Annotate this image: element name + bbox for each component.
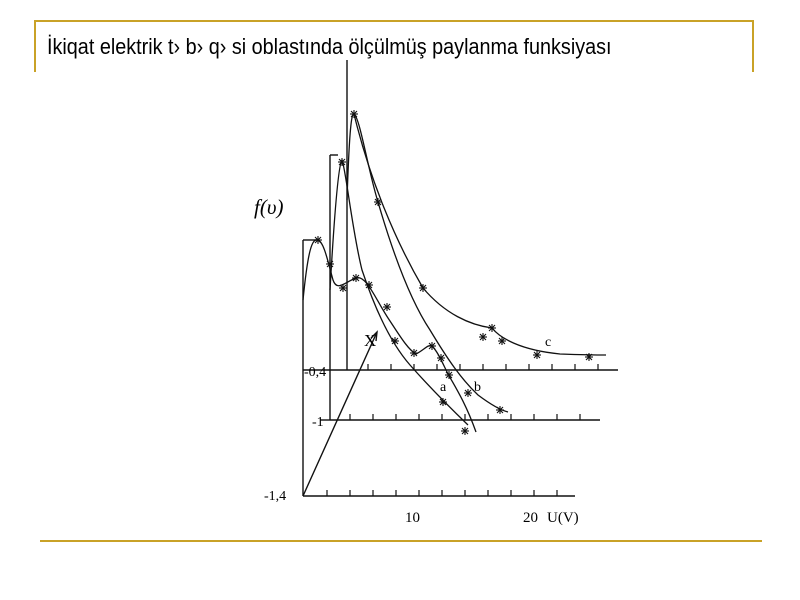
curve-label-b: b <box>474 380 481 395</box>
tick-label-10: 10 <box>405 510 420 526</box>
x-axis-label: U(V) <box>547 510 579 526</box>
data-point-marker <box>496 406 504 414</box>
baseline-label-top: -0,4 <box>304 365 327 380</box>
data-point-marker <box>445 371 453 379</box>
data-point-marker <box>391 337 399 345</box>
y-axis-label: f(υ) <box>254 195 284 219</box>
curve-label-c: c <box>545 335 552 350</box>
data-point-marker <box>338 158 346 166</box>
data-point-marker <box>437 354 445 362</box>
slide-title: İkiqat elektrik t› b› q› si oblastında ölçülmüş paylanma funksiyası <box>47 34 612 59</box>
data-point-marker <box>488 324 496 332</box>
data-point-marker <box>374 198 382 206</box>
data-point-marker <box>498 337 506 345</box>
data-point-marker <box>439 398 447 406</box>
tick-label-20: 20 <box>523 510 538 526</box>
curve-c <box>354 114 606 355</box>
data-point-marker <box>464 389 472 397</box>
data-point-marker <box>461 427 469 435</box>
data-point-marker <box>428 342 436 350</box>
baseline-label-middle: -1 <box>312 415 324 430</box>
data-point-marker <box>339 284 347 292</box>
curve-b <box>347 114 508 412</box>
data-point-marker <box>533 351 541 359</box>
data-point-marker <box>326 260 334 268</box>
curve-label-a: a <box>440 380 447 395</box>
data-point-marker <box>314 236 322 244</box>
data-point-marker <box>383 303 391 311</box>
data-point-marker <box>350 110 358 118</box>
baseline-label-bottom: -1,4 <box>264 489 287 504</box>
data-point-marker <box>479 333 487 341</box>
curve-a <box>330 160 468 425</box>
data-point-marker <box>365 281 373 289</box>
data-point-marker <box>352 274 360 282</box>
data-point-marker <box>585 353 593 361</box>
data-point-marker <box>419 284 427 292</box>
data-point-marker <box>410 349 418 357</box>
oblique-axis <box>303 332 377 496</box>
oblique-axis-label: X <box>364 331 377 350</box>
